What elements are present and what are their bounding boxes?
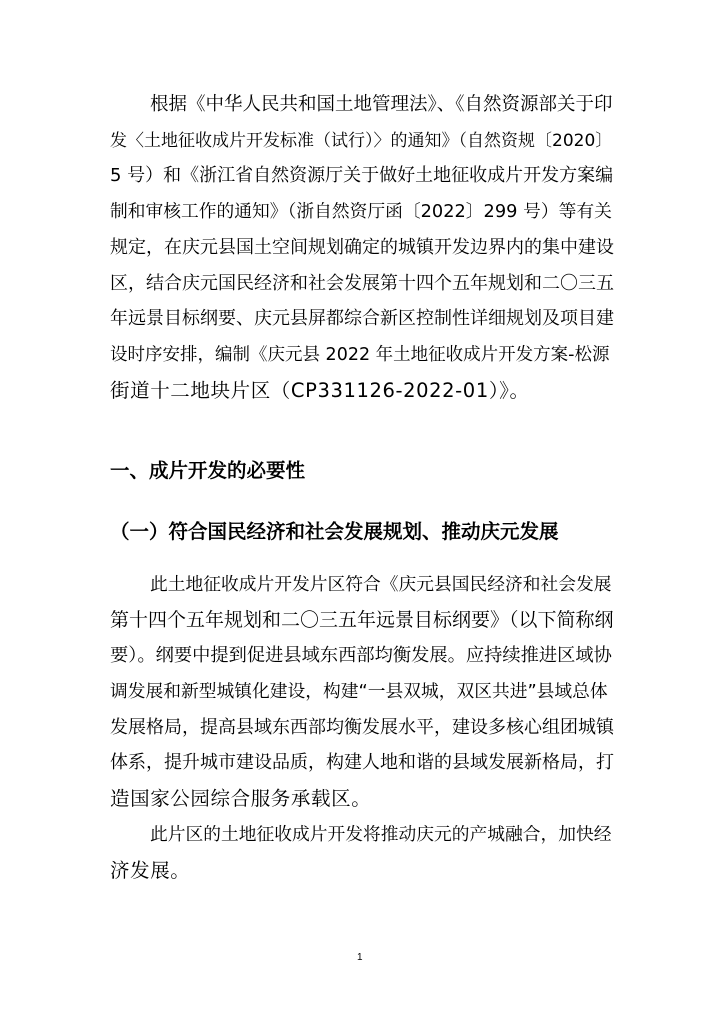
paragraph-1-line-9: 街道十二地块片区（CP331126-2022-01）》。 <box>110 379 530 402</box>
paragraph-1-line-3: 5 号）和《浙江省自然资源厅关于做好土地征收成片开发方案编 <box>110 165 614 186</box>
paragraph-2-line-1: 此土地征收成片开发片区符合《庆元县国民经济和社会发展 <box>150 575 612 595</box>
paragraph-3-line-1: 此片区的土地征收成片开发将推动庆元的产城融合，加快经 <box>150 825 612 845</box>
paragraph-2-line-6: 体系，提升城市建设品质，构建人地和谐的县域发展新格局，打 <box>110 752 614 773</box>
paragraph-2-line-5: 发展格局，提高县域东西部均衡发展水平，建设多核心组团城镇 <box>110 717 614 738</box>
subsection-1-title: （一）符合国民经济和社会发展规划、推动庆元发展 <box>110 520 559 543</box>
paragraph-2-line-3: 要）。纲要中提到促进县域东西部均衡发展。应持续推进区域协 <box>110 645 612 666</box>
paragraph-2-line-2: 第十四个五年规划和二〇三五年远景目标纲要》（以下简称纲 <box>110 609 614 631</box>
paragraph-2-line-4: 调发展和新型城镇化建设，构建“一县双城，双区共进”县域总体 <box>110 682 608 702</box>
section-1-title: 一、成片开发的必要性 <box>110 459 306 482</box>
paragraph-1-line-7: 年远景目标纲要、庆元县屏都综合新区控制性详细规划及项目建 <box>110 308 614 329</box>
paragraph-1-line-8: 设时序安排，编制《庆元县 2022 年土地征收成片开发方案-松源 <box>110 345 610 365</box>
paragraph-1-line-5: 规定，在庆元县国土空间规划确定的城镇开发边界内的集中建设 <box>110 237 614 258</box>
page-number: 1 <box>357 952 363 963</box>
paragraph-1-line-2: 发〈土地征收成片开发标准（试行）〉的通知》（自然资规〔2020〕 <box>110 131 613 151</box>
paragraph-1-line-1: 根据《中华人民共和国土地管理法》、《自然资源部关于印 <box>150 94 613 115</box>
paragraph-2-line-7: 造国家公园综合服务承载区。 <box>110 787 372 810</box>
paragraph-3-line-2: 济发展。 <box>110 859 191 882</box>
paragraph-1-line-4: 制和审核工作的通知》（浙自然资厅函〔2022〕299 号）等有关 <box>110 202 612 222</box>
paragraph-1-line-6: 区，结合庆元国民经济和社会发展第十四个五年规划和二〇三五 <box>110 273 614 294</box>
